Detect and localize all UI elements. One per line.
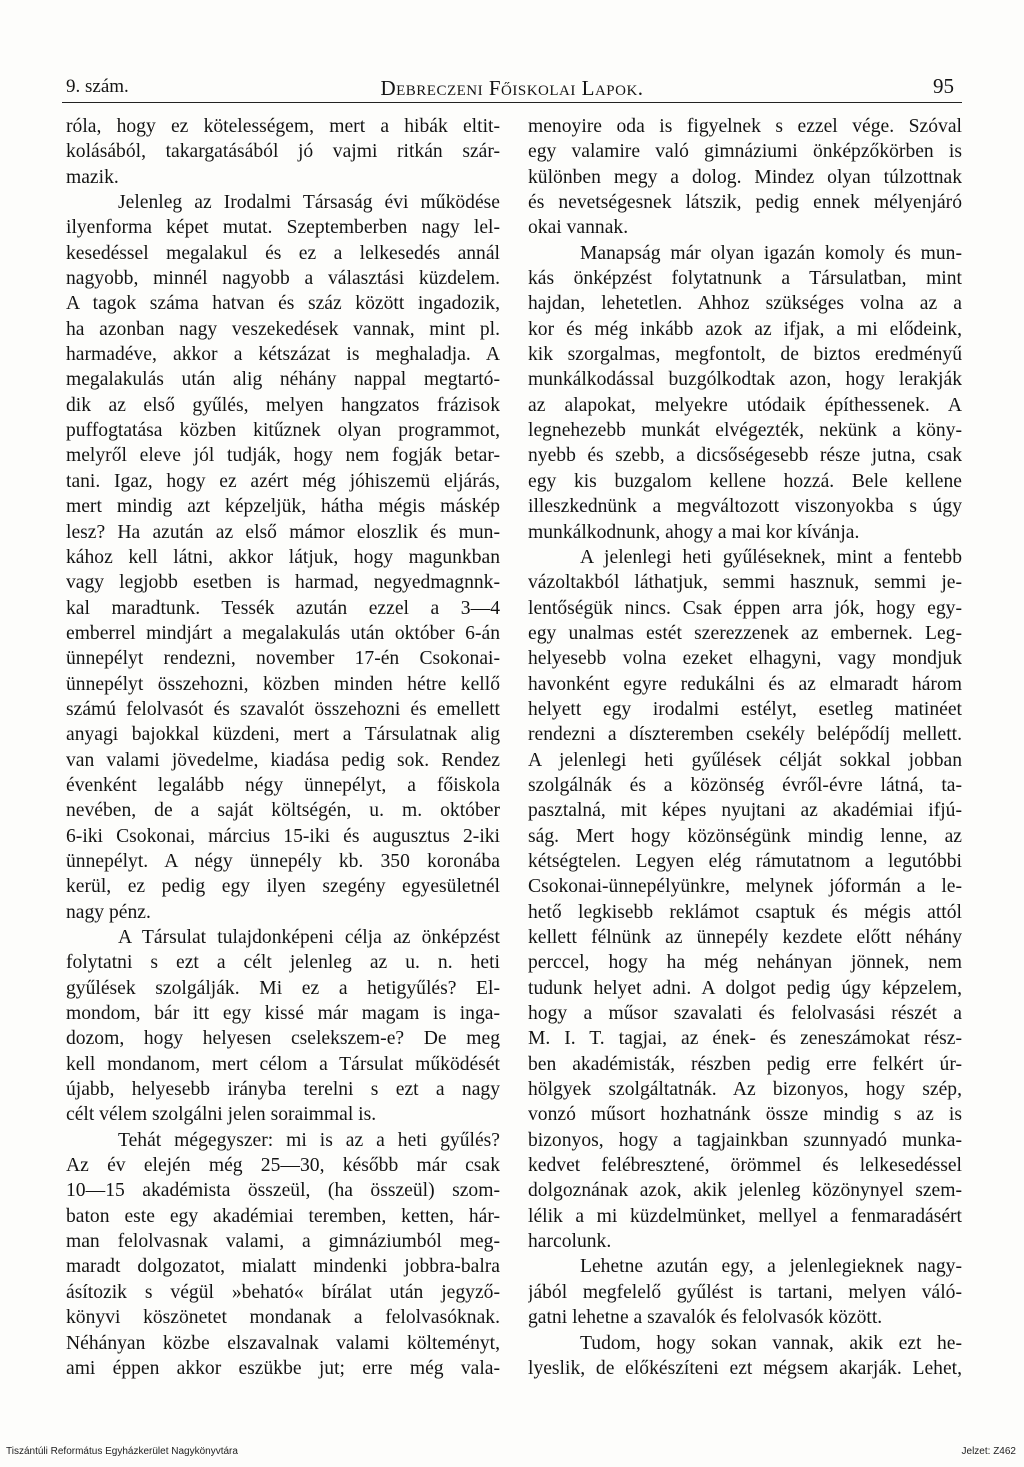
text-line: nagyobb, minnél nagyobb a választási küzdelem. [66,268,500,290]
text-line: Tudom, hogy sokan vannak, akik ezt he- [580,1332,962,1354]
text-line: tudunk helyet adni. A dolgot pedig úgy képzelem, [528,977,962,999]
text-line: tani. Igaz, hogy ez azért még jóhiszemü eljárás, [66,470,500,492]
journal-title: Debreczeni Főiskolai Lapok. [380,76,644,100]
text-line: jából megfelelő gyűlést is tartani, melyen váló- [528,1281,962,1303]
text-line: A jelenlegi heti gyűlések célját sokkal jobban [528,749,962,771]
text-line: ság. Mert hogy közönségünk mindig lenne, az [528,825,962,847]
text-line: rendezni a díszteremben csekély belépődíj mellett. [528,724,962,746]
text-line: mert mindig azt képzeljük, hátha mégis máskép [66,496,500,518]
text-line: kell mondanom, mert célom a Társulat működését [66,1053,500,1075]
text-line: Csokonai-ünnepélyünkre, melynek jóformán a le- [528,876,962,898]
text-line: kellett félnünk az ünnepély kezdete előtt néhány [528,927,962,948]
text-line: munkálkodnunk, ahogy a mai kor kívánja. [528,521,860,543]
text-line: nagy pénz. [66,901,151,923]
issue-number: 9. szám. [66,76,129,97]
text-line: emberrel mindjárt a megalakulás után október 6-án [66,622,500,644]
text-line: okai vannak. [528,217,629,239]
text-line: hogy a műsor szavalati és felolvasási részét a [528,1003,962,1025]
text-line: harcolunk. [528,1231,612,1253]
text-line: ünnepélyt összehozni, közben minden hétre kellő [66,673,500,695]
text-line: ünnepélyt rendezni, november 17-én Csokonai- [66,648,500,670]
text-line: újabb, helyesebb irányba terelni s ezt a nagy [66,1079,500,1101]
text-line: ásítozik s végül »beható« bírálat után jegyző- [66,1281,500,1303]
text-line: puffogtatása közben kitűznek olyan programmot, [66,420,500,442]
text-line: van valami jövedelme, kiadása pedig sok. Rendez [66,749,500,771]
text-line: harmadéve, akkor a kétszázat is meghaladja. A [66,344,500,366]
text-line: hajdan, lehetetlen. Ahhoz szükséges volna az a [528,293,962,315]
text-line: A Társulat tulajdonképeni célja az önképzést [118,927,500,948]
text-line: lentőségük nincs. Csak éppen arra jók, hogy egy- [528,597,962,619]
text-line: ben akadémisták, részben pedig erre felkért úr- [528,1053,962,1075]
text-line: M. I. T. tagjai, az ének- és zeneszámokat rész- [528,1028,962,1050]
shelfmark: Jelzet: Z462 [961,1446,1016,1457]
text-line: lyeslik, de előkészíteni ezt mégsem akarják. Lehet, [528,1357,962,1379]
text-line: mondom, bár itt egy kissé már magam is inga- [66,1003,500,1025]
text-line: vonzó műsort hozhatnánk össze mindig s az is [528,1104,962,1126]
running-header [62,74,962,103]
text-line: kás önképzést folytatnunk a Társulatban, mint [528,268,962,290]
right-text-column [528,114,962,1381]
text-line: A tagok száma hatvan és száz között ingadozik, [66,293,500,315]
text-line: szolgálnák és a közönség évről-évre látná, ta- [528,774,962,796]
text-line: kal maradtunk. Tessék azután ezzel a 3—4 [66,597,500,619]
text-line: 10—15 akadémista összeül, (ha összeül) szom- [66,1180,500,1202]
text-line: kétségtelen. Legyen elég rámutatnom a legutóbbi [528,850,962,872]
text-line: helyesebb volna ezeket elhagyni, vagy mondjuk [528,648,962,670]
text-line: ilyenforma képet mutat. Szeptemberben nagy lel- [66,217,500,239]
text-line: róla, hogy ez kötelességem, mert a hibák eltit- [66,116,500,137]
text-line: nyebb és szebb, a dicsőségesebb része jutna, csak [528,445,962,467]
text-line: gyűlések szolgálják. Mi ez a hetigyűlés? El- [66,977,500,999]
text-line: anyagi bajokkal küzdeni, mert a Társulatnak alig [66,724,500,746]
library-credit: Tiszántúli Református Egyházkerület Nagykönyvtára [6,1446,238,1457]
text-line: helyett egy irodalmi estélyt, esetleg matinéet [528,698,962,720]
text-line: kesedéssel megalakul és ez a lelkesedés annál [66,242,500,264]
text-line: kedvet felébresztené, örömmel és lelkesedéssel [528,1155,962,1177]
page-number: 95 [933,74,954,98]
text-line: könyvi köszönetet mondanak a felolvasóknak. [66,1307,500,1329]
text-line: Néhányan közbe elszavalnak valami költeményt, [66,1332,500,1354]
text-line: man felolvasnak valami, a gimnáziumból meg- [66,1231,500,1253]
text-line: egy kis buzgalom kellene hozzá. Bele kellene [528,470,962,492]
text-line: menoyire oda is figyelnek s ezzel vége. Szóval [528,116,962,137]
text-line: és nevetségesnek látszik, pedig ennek mélyenjáró [528,192,962,214]
text-line: perccel, hogy ha még nehányan jönnek, nem [528,952,962,974]
text-line: lesz? Ha azután az első mámor eloszlik és mun- [66,521,500,543]
text-line: számú felolvasót és szavalót összehozni és emellett [66,698,500,720]
text-line: dozom, hogy helyesen cselekszem-e? De meg [66,1028,500,1050]
text-line: dik az első gyűlés, melyen hangzatos frázisok [66,394,500,416]
text-line: Jelenleg az Irodalmi Társaság évi működése [118,192,500,214]
text-line: baton este egy akadémiai teremben, ketten, hár- [66,1205,500,1227]
text-line: kolásából, takargatásából jó vajmi ritkán szár- [66,141,500,163]
text-line: hető legkisebb reklámot csaptuk és mégis attól [528,901,962,923]
text-line: Manapság már olyan igazán komoly és mun- [580,242,962,264]
text-line: bizonyos, hogy a tagjainkban szunnyadó munka- [528,1129,962,1151]
text-line: célt vélem szolgálni jelen soraimmal is. [66,1104,377,1126]
text-line: az alapokat, melyekre utódaik építhessenek. A [528,394,962,416]
text-line: Tehát mégegyszer: mi is az a heti gyűlés? [118,1129,500,1151]
text-line: 6-iki Csokonai, március 15-iki és augusztus 2-iki [66,825,500,847]
text-line: kához kell látni, akkor látjuk, hogy magunkban [66,546,500,568]
text-line: vázoltakból láthatjuk, semmi hasznuk, semmi je- [528,572,962,594]
text-line: maradt dolgozatot, mialatt mindenki jobbra-balra [66,1256,500,1278]
text-line: egy unalmas estét szerezzenek az embernek. Leg- [528,622,962,644]
text-line: dolgoznának azok, akik jelenleg közönynyel szem- [528,1180,962,1202]
text-line: kor és még inkább azok az ifjak, a mi elődeink, [528,318,962,340]
text-line: évenként legalább négy ünnepélyt, a főiskola [66,774,500,796]
text-line: melyről eleve jól tudják, hogy nem fogják betar- [66,445,500,467]
text-line: egy valamire való gimnáziumi önképzőkörben is [528,141,962,163]
text-line: lélik a mi küzdelmünket, mellyel a fenmaradásért [528,1205,962,1227]
text-line: illeszkednünk a megváltozott viszonyokba s úgy [528,496,962,518]
text-line: A jelenlegi heti gyűléseknek, mint a fentebb [580,546,962,568]
text-line: mazik. [66,166,119,188]
text-line: pasztalná, mit képes nyujtani az akadémiai ifjú- [528,800,962,822]
text-line: legnehezebb munkát elvégezték, nekünk a köny- [528,420,962,442]
left-text-column [66,114,500,1381]
text-line: gatni lehetne a szavalók és felolvasók között. [528,1307,883,1329]
text-line: nevében, de a saját költségén, u. m. október [66,800,500,822]
text-line: megalakulás után alig néhány nappal megtartó- [66,369,500,391]
text-line: folytatni s ezt a célt jelenleg az u. n. heti [66,952,500,974]
text-line: Lehetne azután egy, a jelenlegieknek nagy- [580,1256,962,1278]
text-line: kerül, ez pedig egy ilyen szegény egyesületnél [66,876,500,898]
text-line: vagy legjobb esetben is harmad, negyedmagnnk- [66,572,500,594]
text-line: ha azonban nagy veszekedések vannak, mint pl. [66,318,500,340]
text-line: különben megy a dolog. Mindez olyan túlzottnak [528,166,962,188]
text-line: ami éppen akkor eszükbe jut; erre még vala- [66,1357,500,1379]
text-line: ünnepélyt. A négy ünnepély kb. 350 koronába [66,850,500,872]
text-line: havonként egyre redukálni és az elmaradt három [528,673,962,695]
text-line: Az év elején még 25—30, később már csak [66,1155,500,1177]
text-line: munkálkodással buzgólkodtak azon, hogy lerakják [528,369,962,391]
text-line: kik szorgalmas, megfontolt, de biztos eredményű [528,344,962,366]
text-line: hölgyek szolgáltatnák. Az bizonyos, hogy szép, [528,1079,962,1101]
